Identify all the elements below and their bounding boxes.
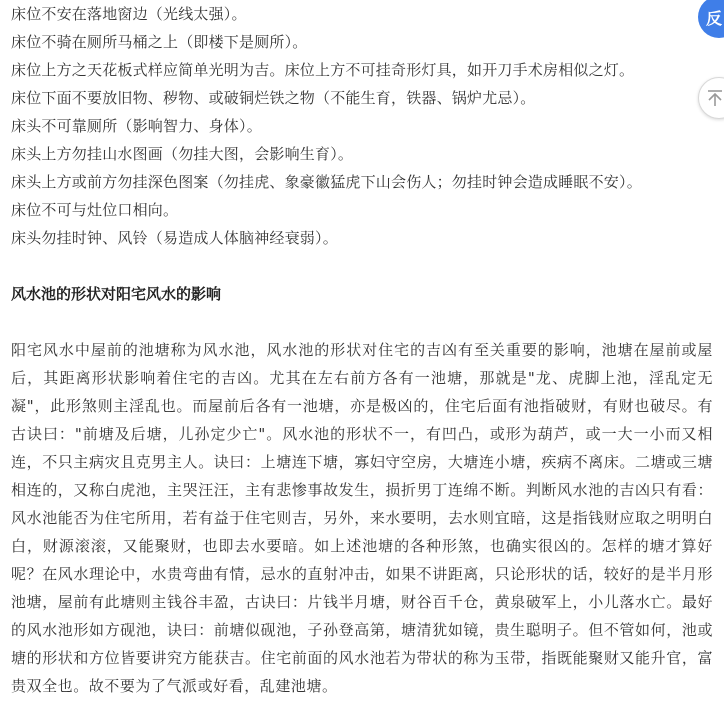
back-to-top-icon [705,88,724,108]
article-content [11,0,713,700]
rule-item: 床位上方之天花板式样应简单光明为吉。床位上方不可挂奇形灯具，如开刀手术房相似之灯。 [11,61,635,79]
rule-item: 床头不可靠厕所（影响智力、身体）。 [11,117,262,135]
section-heading: 风水池的形状对阳宅风水的影响 [11,285,222,303]
body-paragraph: 阳宅风水中屋前的池塘称为风水池，风水池的形状对住宅的吉凶有至关重要的影响，池塘在屋前或屋后，其距离形状影响着住宅的吉凶。尤其在左右前方各有一池塘，那就是"龙、虎脚上池，淫乱定无凝"，此形煞则主淫乱也。而屋前后各有一池塘，亦是极凶的，住宅后面有池指破财，有财也破尽。有古诀曰："前塘及后塘，儿孙定少亡"。风水池的形状不一，有凹凸，或形为葫芦，或一大一小而又相连，不只主病灾且克男主人。诀曰：上塘连下塘，寡妇守空房，大塘连小塘，疾病不离床。二塘或三塘相连的，又称白虎池，主哭汪汪，主有悲惨事故发生，损折男丁连绵不断。判断风水池的吉凶只有看：风水池能否为住宅所用，若有益于住宅则吉，另外，来水要明，去水则宜暗，这是指钱财应取之明明白白，财源滚滚，又能聚财，也即去水要暗。如上述池塘的各种形煞，也确实很凶的。怎样的塘才算好呢？在风水理论中，水贵弯曲有情，忌水的直射冲击，如果不讲距离，只论形状的话，较好的是半月形池塘，屋前有此塘则主钱谷丰盈，古诀曰：片钱半月塘，财谷百千仓，黄泉破军上，小儿落水亡。最好的风水池形如方砚池，诀曰：前塘似砚池，子孙登高第，塘清犹如镜，贵生聪明子。但不管如何，池或塘的形状和方位皆要讲究方能获吉。住宅前面的风水池若为带状的称为玉带，指既能聚财又能升官，富贵双全也。故不要为了气派或好看，乱建池塘。 [11,341,713,695]
rule-item: 床头上方或前方勿挂深色图案（勿挂虎、象豪徽猛虎下山会伤人；勿挂时钟会造成睡眠不安）。 [11,173,642,191]
rule-item: 床位不可与灶位口相向。 [11,201,179,219]
bed-rules-list [11,0,713,252]
rule-item: 床头勿挂时钟、风铃（易造成人体脑神经衰弱）。 [11,229,338,247]
rule-item: 床位不安在落地窗边（光线太强）。 [11,5,247,23]
rule-item: 床头上方勿挂山水图画（勿挂大图，会影响生育）。 [11,145,354,163]
rule-item: 床位下面不要放旧物、秽物、或破铜烂铁之物（不能生育，铁器、锅炉尤忌）。 [11,89,536,107]
rule-item: 床位不骑在厕所马桶之上（即楼下是厕所）。 [11,33,308,51]
feedback-label: 反 [706,8,723,28]
